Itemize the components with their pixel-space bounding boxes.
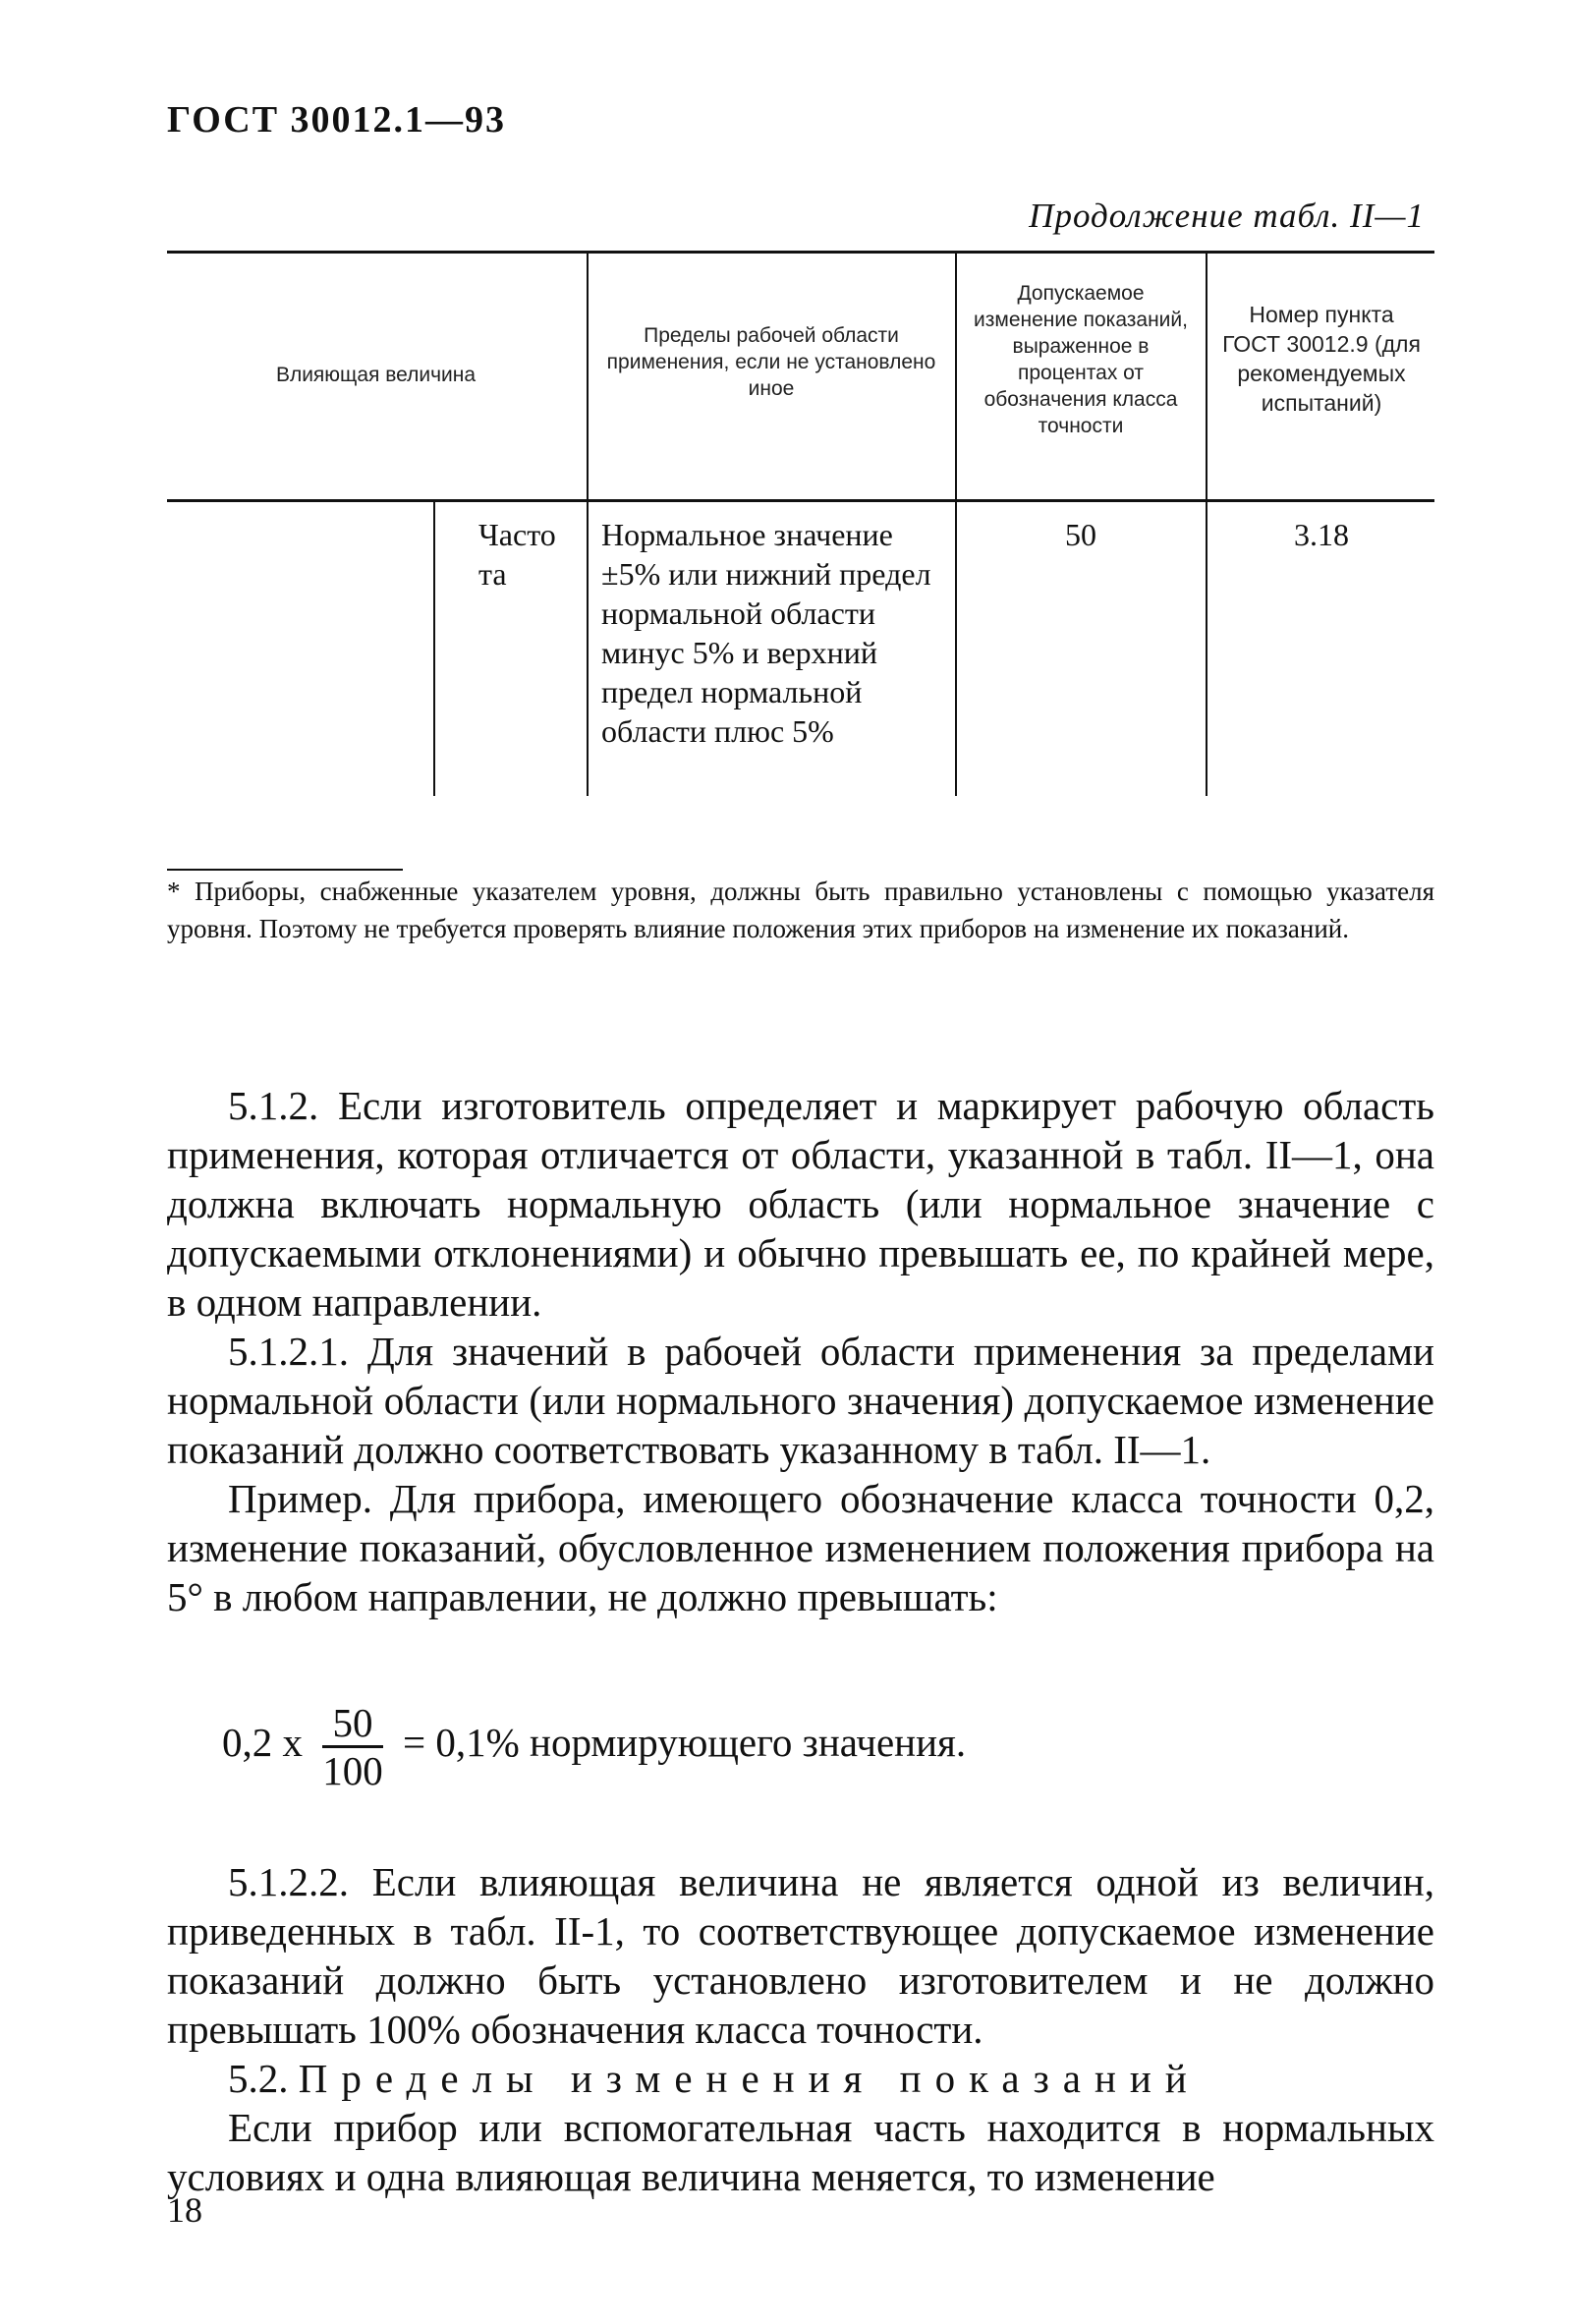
- formula-left: 0,2 x: [222, 1719, 303, 1765]
- paragraph-5-2: Если прибор или вспомогательная часть находится в нормальных условиях и одна влияющая величина меняется, то изменение: [167, 2105, 1434, 2199]
- table-cell-limits: Нормальное значение ±5% или нижний предел нормальной области минус 5% и верхний предел нормальной области плюс 5%: [601, 517, 931, 749]
- paragraph-5-1-2-2: 5.1.2.2. Если влияющая величина не является одной из величин, приведенных в табл. II-1, то соответствующее допускаемое изменение показаний должно быть установлено изготовителем и не должно превышать 100% обозначения класса точности.: [167, 1859, 1434, 2052]
- table-vline: [433, 501, 435, 796]
- table-header-clause: Номер пункта ГОСТ 30012.9 (для рекомендуемых испытаний): [1222, 302, 1421, 416]
- section-number: 5.2.: [228, 2056, 289, 2101]
- table-header-change: Допускаемое изменение показаний, выраженное в процентах от обозначения класса точности: [974, 282, 1188, 437]
- table-caption: Продолжение табл. II—1: [1029, 197, 1425, 235]
- table-cell-change: 50: [1065, 517, 1096, 552]
- body-text-top: [167, 1081, 1434, 1621]
- table-vline: [587, 501, 589, 796]
- formula-denominator: 100: [322, 1748, 383, 1793]
- formula-right: = 0,1% нормирующего значения.: [403, 1719, 967, 1765]
- formula-numerator: 50: [322, 1700, 383, 1748]
- document-id: ГОСТ 30012.1—93: [167, 99, 507, 141]
- table-top-rule: [167, 251, 1434, 254]
- table-header-quantity: Влияющая величина: [275, 364, 477, 386]
- section-title: Пределы изменения показаний: [298, 2056, 1201, 2101]
- table-vline: [587, 252, 589, 499]
- table-header-rule: [167, 499, 1434, 502]
- formula: [222, 1700, 966, 1793]
- paragraph-5-1-2: 5.1.2. Если изготовитель определяет и маркирует рабочую область применения, которая отличается от области, указанной в табл. II—1, она должна включать нормальную область (или нормальное значение с допускаемыми отклонениями) и обычно превышать ее, по крайней мере, в одном направлении.: [167, 1083, 1434, 1325]
- table-vline: [955, 501, 957, 796]
- table-cell-clause: 3.18: [1294, 517, 1349, 552]
- table-header-limits: Пределы рабочей области применения, если не установлено иное: [606, 324, 936, 400]
- page-number: 18: [167, 2190, 202, 2230]
- formula-fraction: [322, 1700, 383, 1793]
- table-vline: [1206, 501, 1207, 796]
- footnote: * Приборы, снабженные указателем уровня, должны быть правильно установлены с помощью указателя уровня. Поэтому не требуется проверять влияние положения этих приборов на изменение их показаний.: [167, 877, 1434, 943]
- paragraph-5-1-2-1: 5.1.2.1. Для значений в рабочей области применения за пределами нормальной области (или нормального значения) допускаемое изменение показаний должно соответствовать указанному в табл. II—1.: [167, 1329, 1434, 1472]
- table-vline: [1206, 252, 1207, 499]
- table-cell-quantity: Частота: [478, 517, 556, 592]
- footnote-rule: [167, 869, 403, 871]
- table-vline: [955, 252, 957, 499]
- section-heading-5-2: [167, 2054, 1434, 2103]
- paragraph-example: Пример. Для прибора, имеющего обозначение класса точности 0,2, изменение показаний, обусловленное изменением положения прибора на 5° в любом направлении, не должно превышать:: [167, 1476, 1434, 1619]
- body-text-bottom: [167, 1857, 1434, 2201]
